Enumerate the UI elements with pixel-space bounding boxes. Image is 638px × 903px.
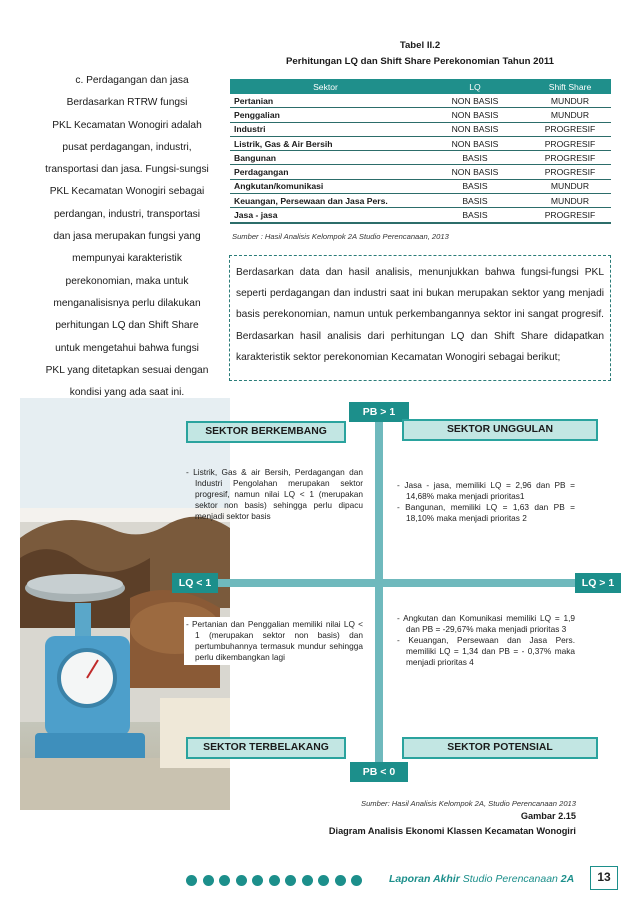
lq-less-label: LQ < 1	[172, 573, 218, 593]
left-column-line: PKL Kecamatan Wonogiri adalah	[52, 119, 202, 131]
cell-lq: BASIS	[421, 194, 529, 208]
figure-title: Diagram Analisis Ekonomi Klassen Kecamatan Wonogiri	[328, 826, 576, 836]
cell-shift-share: MUNDUR	[529, 194, 611, 208]
sector-table	[230, 79, 611, 224]
unggulan-description	[397, 480, 575, 524]
left-column-line: kondisi yang ada saat ini.	[69, 387, 185, 399]
left-column-line: perekonomian, maka untuk	[65, 275, 189, 287]
footer-dot	[269, 875, 280, 886]
footer-dot	[351, 875, 362, 886]
left-column-line: perhitungan LQ dan Shift Share	[55, 320, 199, 332]
left-column-line: untuk mengetahui bahwa fungsi	[55, 342, 199, 354]
cell-shift-share: MUNDUR	[529, 108, 611, 122]
cell-lq: NON BASIS	[421, 136, 529, 150]
cell-shift-share: MUNDUR	[529, 94, 611, 108]
sektor-unggulan-label: SEKTOR UNGGULAN	[402, 419, 598, 441]
cell-sektor: Keuangan, Persewaan dan Jasa Pers.	[230, 194, 421, 208]
pb-negative-label: PB < 0	[350, 762, 408, 782]
figure-number: Gambar 2.15	[520, 811, 576, 821]
potensial-item: - Keuangan, Persewaan dan Jasa Pers. memiliki LQ = 1,34 dan PB = - 0,37% maka menjadi prioritas 4	[397, 635, 575, 667]
left-column-line: dan jasa merupakan fungsi yang	[53, 231, 201, 243]
footer-dot	[236, 875, 247, 886]
summary-text: Berdasarkan data dan hasil analisis, menunjukkan bahwa fungsi-fungsi PKL seperti perdagangan dan industri saat ini bukan merupakan sektor yang menjadi basis perekonomian, namun untuk perkembangannya sektor ini sangat progresif. Berdasarkan hasil analisis dari perhitungan LQ dan Shift Share didapatkan karakteristik sektor perekonomian Kecamatan Wonogiri sebagai berikut;	[236, 267, 604, 363]
cell-lq: NON BASIS	[421, 122, 529, 136]
table-row	[230, 108, 611, 122]
cell-sektor: Pertanian	[230, 94, 421, 108]
figure-source: Sumber: Hasil Analisis Kelompok 2A, Studio Perencanaan 2013	[361, 799, 576, 808]
cell-lq: NON BASIS	[421, 108, 529, 122]
lq-axis	[176, 579, 615, 587]
footer-dot	[252, 875, 263, 886]
table-body	[230, 94, 611, 223]
footer-dot	[219, 875, 230, 886]
sektor-potensial-label: SEKTOR POTENSIAL	[402, 737, 598, 759]
footer-dot	[318, 875, 329, 886]
left-column-line: mempunyai karakteristik	[72, 253, 182, 265]
footer-dots	[186, 875, 362, 887]
footer-dot	[335, 875, 346, 886]
terbelakang-item: - Pertanian dan Penggalian memiliki nilai LQ < 1 (merupakan sektor non basis) dan pertumbuhannya termasuk mundur sehingga perlu dikembangkan lagi	[186, 619, 363, 662]
cell-lq: BASIS	[421, 151, 529, 165]
left-column-line: transportasi dan jasa. Fungsi-sungsi	[45, 164, 209, 176]
footer-label-bold: Laporan Akhir	[389, 873, 460, 885]
left-column-line: PKL Kecamatan Wonogiri sebagai	[49, 186, 205, 198]
cell-lq: NON BASIS	[421, 94, 529, 108]
potensial-item: - Angkutan dan Komunikasi memiliki LQ = 1,9 dan PB = -29,67% maka menjadi prioritas 3	[397, 613, 575, 634]
cell-lq: BASIS	[421, 179, 529, 193]
table-row	[230, 179, 611, 193]
table-source: Sumber : Hasil Analisis Kelompok 2A Studio Perencanaan, 2013	[232, 232, 449, 241]
berkembang-item: - Listrik, Gas & air Bersih, Perdagangan dan Industri Pengolahan merupakan sektor progresif, namun nilai LQ < 1 (merupakan sektor non basis) sehingga perlu dipacu menjadi sektor basis	[186, 467, 363, 521]
left-column-line: c. Perdagangan dan jasa	[75, 75, 189, 86]
unggulan-item: - Jasa - jasa, memiliki LQ = 2,96 dan PB = 14,68% maka menjadi prioritas1	[397, 480, 575, 501]
cell-sektor: Listrik, Gas & Air Bersih	[230, 136, 421, 150]
lq-greater-label: LQ > 1	[575, 573, 621, 593]
left-column-line: PKL yang ditetapkan sesuai dengan	[45, 364, 209, 376]
cell-sektor: Bangunan	[230, 151, 421, 165]
left-column-line: menganalisisnya perlu dilakukan	[53, 297, 201, 309]
footer-label	[389, 873, 574, 885]
footer-dot	[285, 875, 296, 886]
cell-sektor: Jasa - jasa	[230, 208, 421, 223]
footer-dot	[203, 875, 214, 886]
pb-axis	[375, 410, 383, 775]
table-header-row	[230, 79, 611, 94]
table-number: Tabel II.2	[399, 40, 441, 51]
cell-shift-share: MUNDUR	[529, 179, 611, 193]
table-row	[230, 122, 611, 136]
left-column-line: perdangan, industri, transportasi	[53, 208, 201, 220]
cell-lq: BASIS	[421, 208, 529, 223]
table-title: Perhitungan LQ dan Shift Share Perekonomian Tahun 2011	[286, 56, 554, 67]
left-column-line: pusat perdagangan, industri,	[62, 141, 192, 153]
berkembang-description	[186, 467, 363, 522]
cell-shift-share: PROGRESIF	[529, 136, 611, 150]
table-row	[230, 208, 611, 223]
page-number: 13	[590, 866, 618, 890]
left-column-text	[34, 70, 220, 404]
footer-dot	[302, 875, 313, 886]
pb-positive-label: PB > 1	[349, 402, 409, 422]
table-row	[230, 165, 611, 179]
cell-shift-share: PROGRESIF	[529, 165, 611, 179]
left-column-line: Berdasarkan RTRW fungsi	[66, 97, 188, 109]
footer-dot	[186, 875, 197, 886]
cell-sektor: Penggalian	[230, 108, 421, 122]
cell-shift-share: PROGRESIF	[529, 151, 611, 165]
cell-shift-share: PROGRESIF	[529, 122, 611, 136]
table-row	[230, 151, 611, 165]
header-lq: LQ	[421, 79, 529, 94]
cell-lq: NON BASIS	[421, 165, 529, 179]
cell-sektor: Industri	[230, 122, 421, 136]
table-row	[230, 136, 611, 150]
footer-label-code: 2A	[560, 873, 575, 885]
header-sektor: Sektor	[230, 79, 421, 94]
footer-label-rest: Studio Perencanaan	[459, 873, 561, 885]
sektor-berkembang-label: SEKTOR BERKEMBANG	[186, 421, 346, 443]
cell-sektor: Perdagangan	[230, 165, 421, 179]
cell-sektor: Angkutan/komunikasi	[230, 179, 421, 193]
potensial-description	[397, 613, 575, 668]
cell-shift-share: PROGRESIF	[529, 208, 611, 223]
sektor-terbelakang-label: SEKTOR TERBELAKANG	[186, 737, 346, 759]
header-shift-share: Shift Share	[529, 79, 611, 94]
table-row	[230, 194, 611, 208]
table-row	[230, 94, 611, 108]
unggulan-item: - Bangunan, memiliki LQ = 1,63 dan PB = 18,10% maka menjadi prioritas 2	[397, 502, 575, 523]
terbelakang-description	[184, 617, 365, 665]
